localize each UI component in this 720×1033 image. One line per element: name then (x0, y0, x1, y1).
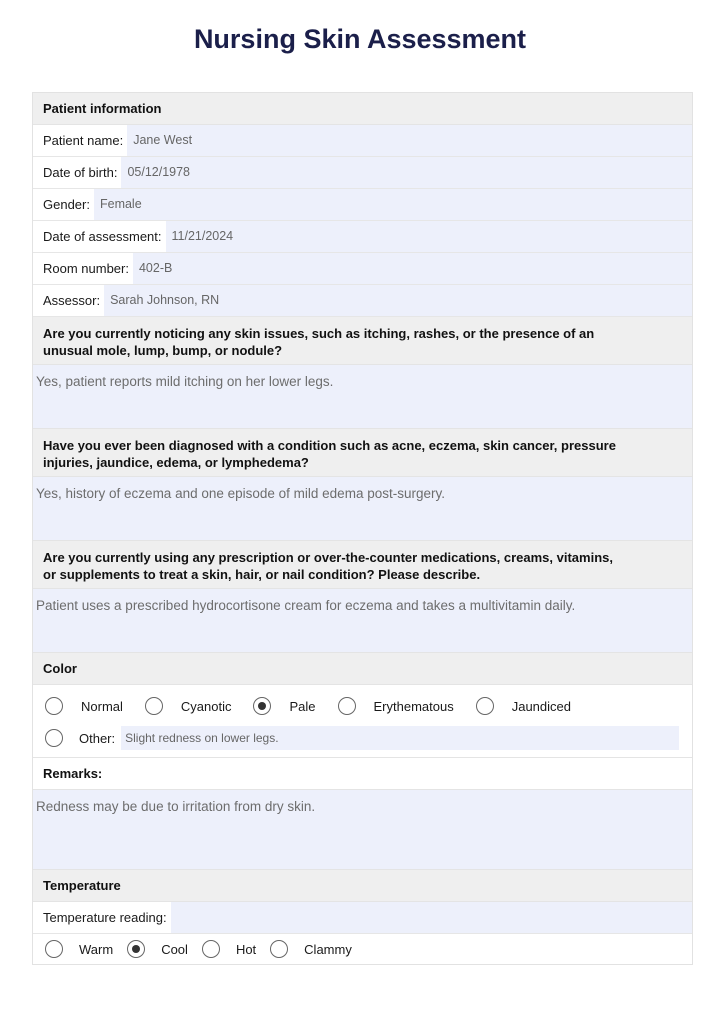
question-medications-line2: or supplements to treat a skin, hair, or nail condition? Please describe. (43, 567, 481, 582)
radio-clammy[interactable] (270, 940, 288, 958)
color-option-erythematous[interactable] (338, 697, 476, 715)
patient-info-header: Patient information (33, 93, 692, 125)
other-label: Other: (79, 730, 116, 746)
gender-label: Gender: (33, 189, 94, 220)
color-other-row (33, 723, 692, 757)
remarks-field[interactable]: Redness may be due to irritation from dry skin. (33, 790, 692, 870)
color-label-pale: Pale (289, 698, 316, 714)
temp-option-clammy[interactable] (270, 940, 366, 958)
date-of-assessment-row (33, 221, 692, 253)
temperature-reading-field[interactable] (171, 902, 692, 933)
date-of-birth-label: Date of birth: (33, 157, 121, 188)
room-number-field[interactable]: 402-B (133, 253, 692, 284)
radio-cool[interactable] (127, 940, 145, 958)
question-medications (33, 541, 692, 589)
assessor-label: Assessor: (33, 285, 104, 316)
remarks-header: Remarks: (33, 758, 692, 790)
radio-jaundiced[interactable] (476, 697, 494, 715)
patient-name-row (33, 125, 692, 157)
answer-skin-issues[interactable]: Yes, patient reports mild itching on her lower legs. (33, 365, 692, 429)
date-of-birth-row (33, 157, 692, 189)
page-title: Nursing Skin Assessment (193, 24, 527, 54)
color-header: Color (33, 653, 692, 685)
question-diagnosed-conditions-line2: injuries, jaundice, edema, or lymphedema? (43, 455, 309, 470)
color-option-pale[interactable] (253, 697, 337, 715)
color-option-cyanotic[interactable] (145, 697, 254, 715)
assessor-field[interactable]: Sarah Johnson, RN (104, 285, 692, 316)
radio-hot[interactable] (202, 940, 220, 958)
temperature-reading-row (33, 902, 692, 934)
question-skin-issues (33, 317, 692, 365)
question-skin-issues-line2: unusual mole, lump, bump, or nodule? (43, 343, 283, 358)
radio-selected-dot (132, 945, 140, 953)
question-diagnosed-conditions-line1: Have you ever been diagnosed with a condition such as acne, eczema, skin cancer, pressure (43, 438, 616, 453)
radio-erythematous[interactable] (338, 697, 356, 715)
temp-option-warm[interactable] (45, 940, 127, 958)
color-label-cyanotic: Cyanotic (180, 698, 232, 714)
temp-option-hot[interactable] (202, 940, 270, 958)
radio-cyanotic[interactable] (145, 697, 163, 715)
temperature-reading-label: Temperature reading: (33, 902, 171, 933)
question-diagnosed-conditions (33, 429, 692, 477)
temp-label-hot: Hot (235, 941, 257, 957)
answer-medications[interactable]: Patient uses a prescribed hydrocortisone cream for eczema and takes a multivitamin daily. (33, 589, 692, 653)
color-label-erythematous: Erythematous (373, 698, 454, 714)
color-radio-group (33, 685, 692, 723)
patient-name-label: Patient name: (33, 125, 127, 156)
radio-warm[interactable] (45, 940, 63, 958)
assessor-row (33, 285, 692, 317)
temp-label-warm: Warm (79, 941, 114, 957)
temperature-header: Temperature (33, 870, 692, 902)
radio-selected-dot (258, 702, 266, 710)
temp-option-cool[interactable] (127, 940, 202, 958)
gender-field[interactable]: Female (94, 189, 692, 220)
question-medications-line1: Are you currently using any prescription or over-the-counter medications, creams, vitamins, (43, 550, 613, 565)
date-of-birth-field[interactable]: 05/12/1978 (121, 157, 692, 188)
radio-pale[interactable] (253, 697, 271, 715)
temperature-radio-group (33, 934, 692, 964)
date-of-assessment-field[interactable]: 11/21/2024 (166, 221, 693, 252)
color-option-normal[interactable] (45, 697, 145, 715)
skin-assessment-form (32, 92, 693, 965)
color-label-normal: Normal (81, 698, 123, 714)
room-number-row (33, 253, 692, 285)
temp-label-clammy: Clammy (304, 941, 352, 957)
patient-name-field[interactable]: Jane West (127, 125, 692, 156)
radio-normal[interactable] (45, 697, 63, 715)
room-number-label: Room number: (33, 253, 133, 284)
question-skin-issues-line1: Are you currently noticing any skin issues, such as itching, rashes, or the presence of an (43, 326, 595, 341)
temp-label-cool: Cool (161, 941, 188, 957)
color-options (33, 685, 692, 758)
gender-row (33, 189, 692, 221)
color-option-jaundiced[interactable] (476, 697, 593, 715)
answer-diagnosed-conditions[interactable]: Yes, history of eczema and one episode of mild edema post-surgery. (33, 477, 692, 541)
color-label-jaundiced: Jaundiced (511, 698, 571, 714)
date-of-assessment-label: Date of assessment: (33, 221, 166, 252)
radio-other[interactable] (45, 729, 63, 747)
other-field[interactable]: Slight redness on lower legs. (121, 726, 679, 750)
